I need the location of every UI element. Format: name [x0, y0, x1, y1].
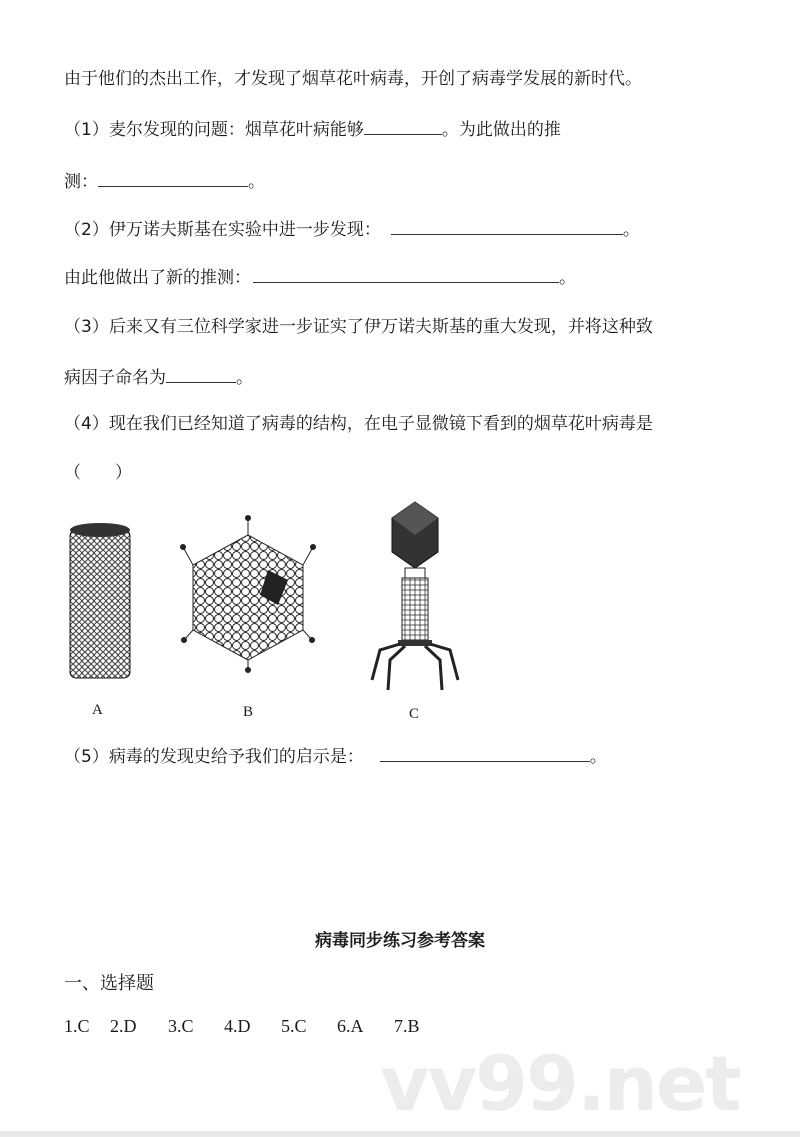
question-4-line: （4）现在我们已经知道了病毒的结构，在电子显微镜下看到的烟草花叶病毒是 [64, 414, 653, 434]
question-2-line-2 [64, 266, 576, 289]
question-1-line [64, 118, 561, 141]
figure-label-a: A [92, 702, 103, 718]
q3-period: 。 [236, 368, 253, 388]
q1-blank-2 [98, 170, 248, 187]
q2-blank [391, 218, 623, 235]
question-2-line [64, 218, 640, 241]
q3-blank [166, 366, 236, 383]
figure-label-b: B [243, 704, 254, 720]
q1-text-2: 。为此做出的推 [441, 120, 561, 140]
virus-b-polyhedral-image [178, 515, 318, 675]
q2-period-2: 。 [559, 268, 576, 288]
q2-text: （2）伊万诺夫斯基在实验中进一步发现： [64, 220, 381, 240]
q1-text: （1）麦尔发现的问题：烟草花叶病能够 [64, 120, 364, 140]
q1-text-3: 测： [64, 172, 98, 192]
question-3-line: （3）后来又有三位科学家进一步证实了伊万诺夫斯基的重大发现，并将这种致 [64, 317, 653, 337]
virus-a-rod-image [64, 520, 136, 680]
section-heading: 一、选择题 [64, 973, 154, 994]
answer-item: 6.A [337, 1016, 364, 1036]
q2-blank-2 [253, 266, 559, 283]
question-3-line-2 [64, 366, 253, 389]
paragraph-line: 由于他们的杰出工作，才发现了烟草花叶病毒，开创了病毒学发展的新时代。 [64, 69, 642, 89]
q5-blank [380, 745, 590, 762]
answer-title: 病毒同步练习参考答案 [315, 931, 485, 951]
q3-text: 病因子命名为 [64, 368, 166, 388]
page-bottom-edge [0, 1131, 800, 1137]
virus-c-phage-image [360, 500, 470, 692]
q2-text-2: 由此他做出了新的推测： [64, 268, 251, 288]
q2-period: 。 [622, 220, 640, 240]
q5-period: 。 [589, 747, 607, 767]
q1-period: 。 [248, 172, 265, 192]
figure-label-c: C [409, 706, 420, 722]
answer-item: 1.C [64, 1016, 90, 1036]
answer-item: 7.B [394, 1016, 420, 1036]
answer-item: 3.C [168, 1016, 194, 1036]
q5-text: （5）病毒的发现史给予我们的启示是： [64, 747, 364, 767]
answer-item: 4.D [224, 1016, 251, 1036]
question-1-line-2 [64, 170, 265, 193]
q1-blank [364, 118, 442, 135]
question-4-choice: （ ） [64, 463, 132, 483]
question-5-line [64, 745, 607, 768]
watermark: vv99.net [380, 1039, 740, 1128]
answer-item: 2.D [110, 1016, 137, 1036]
answer-item: 5.C [281, 1016, 307, 1036]
